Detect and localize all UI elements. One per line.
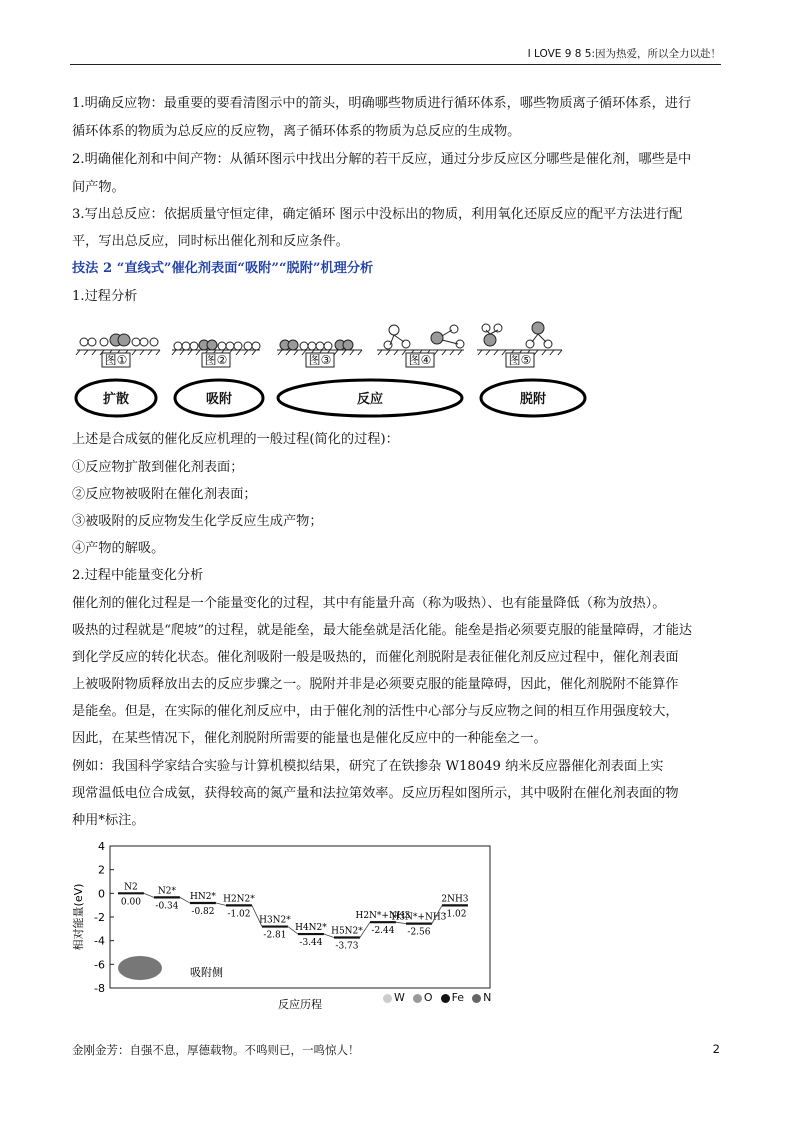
y-tick-label: 4	[98, 840, 105, 853]
paragraph-line: 1.明确反应物：最重要的要看清图示中的箭头，明确哪些物质进行循环体系，哪些物质离子循环体系，进行	[72, 96, 692, 111]
annotation-label: 吸附侧	[190, 966, 223, 979]
legend-marker	[472, 994, 481, 1003]
footer-motto: 金刚金芳：自强不息，厚德载物。不鸣则已，一鸣惊人！	[72, 1043, 360, 1057]
page-number: 2	[712, 1042, 720, 1056]
step-item: ④产物的解吸。	[72, 541, 165, 556]
paragraph-line: 平，写出总反应，同时标出催化剂和反应条件。	[72, 234, 349, 249]
state-label: N2*	[157, 886, 177, 897]
paragraph-line: 现常温低电位合成氨，获得较高的氮产量和法拉第效率。反应历程如图所示，其中吸附在催化剂表面的物	[72, 786, 679, 801]
panel-label: 图③	[308, 353, 332, 367]
stage-label: 反应	[356, 392, 384, 407]
paragraph-line: 到化学反应的转化状态。催化剂吸附一般是吸热的，而催化剂脱附是表征催化剂反应过程中，催化剂表面	[72, 650, 679, 665]
step-item: ①反应物扩散到催化剂表面；	[72, 460, 244, 475]
section-heading: 技法 2 “直线式”催化剂表面“吸附”“脱附”机理分析	[72, 261, 374, 276]
connector-line	[180, 897, 190, 903]
legend-label: N	[483, 991, 492, 1004]
paragraph-line: 种用*标注。	[72, 813, 145, 828]
value-label: -1.02	[443, 909, 467, 920]
paragraph-line: 是能垒。但是，在实际的催化剂反应中，由于催化剂的活性中心部分与反应物之间的相互作用强度较大，	[72, 704, 679, 719]
state-label: H3N2*	[259, 915, 291, 926]
legend-marker	[413, 994, 422, 1003]
stage-label: 吸附	[205, 392, 233, 407]
y-tick-label: -2	[94, 911, 105, 924]
panel-label: 图④	[408, 353, 432, 367]
value-label: -0.34	[155, 901, 179, 912]
process-figure	[72, 320, 592, 430]
legend-label: W	[394, 991, 405, 1004]
x-axis-label: 反应历程	[278, 998, 322, 1011]
paragraph-line: 循环体系的物质为总反应的反应物，离子循环体系的物质为总反应的生成物。	[72, 124, 521, 139]
value-label: -0.82	[191, 907, 215, 918]
panel-label: 图①	[104, 353, 128, 367]
value-label: -3.44	[299, 938, 323, 949]
paragraph-line: 吸热的过程就是“爬坡”的过程，就是能垒，最大能垒就是活化能。能垒是指必须要克服的能量障碍，才能达	[72, 623, 693, 638]
subheading: 2.过程中能量变化分析	[72, 568, 204, 583]
value-label: -1.02	[227, 909, 251, 920]
y-tick-label: 2	[98, 863, 105, 877]
y-tick-label: -6	[94, 958, 105, 972]
step-item: ②反应物被吸附在催化剂表面；	[72, 487, 257, 502]
catalyst-cluster-image	[118, 956, 162, 980]
value-label: -2.44	[371, 926, 395, 937]
state-label: H2N*+NH3	[355, 911, 411, 922]
y-axis-label: 相对能量(eV)	[72, 883, 85, 951]
surface-panel-4	[377, 325, 464, 355]
paragraph-line: 上述是合成氨的催化反应机理的一般过程(简化的过程)：	[72, 432, 399, 447]
paragraph-line: 上被吸附物质释放出去的反应步骤之一。脱附并非是必须要克服的能量障碍，因此，催化剂脱附不能算作	[72, 677, 679, 692]
value-label: -2.81	[263, 930, 287, 941]
surface-panel-5	[477, 322, 562, 355]
paragraph-line: 间产物。	[72, 180, 125, 195]
paragraph-line: 催化剂的催化过程是一个能量变化的过程，其中有能量升高（称为吸热）、也有能量降低（称为放热）。	[72, 596, 666, 611]
y-tick-label: -8	[94, 982, 105, 995]
state-label: H2N2*	[223, 894, 255, 905]
state-label: H3N*+NH3	[391, 912, 447, 923]
surface-panel-1	[76, 334, 160, 355]
legend-label: O	[423, 991, 433, 1004]
connector-line	[144, 893, 154, 897]
header-text: I LOVE 9 8 5:因为热爱，所以全力以赴！	[527, 48, 721, 60]
stage-label: 脱附	[519, 392, 547, 407]
state-label: HN2*	[189, 892, 216, 903]
state-label: H5N2*	[331, 926, 363, 937]
paragraph-line: 3.写出总反应：依据质量守恒定律，确定循环 图示中没标出的物质，利用氧化还原反应的配平方法进行配	[72, 207, 683, 222]
paragraph-line: 例如：我国科学家结合实验与计算机模拟结果，研究了在铁掺杂 W18049 纳米反应器催化剂表面上实	[72, 759, 664, 774]
panel-label: 图②	[204, 353, 228, 367]
state-label: 2NH3	[441, 894, 469, 905]
state-label: H4N2*	[295, 923, 327, 934]
legend-marker	[441, 994, 450, 1003]
step-item: ③被吸附的反应物发生化学反应生成产物；	[72, 514, 323, 529]
page-header	[70, 46, 721, 65]
legend-marker	[383, 994, 392, 1003]
chart-legend	[375, 991, 491, 1004]
value-label: -2.56	[407, 927, 431, 938]
value-label: -3.73	[335, 941, 359, 952]
subheading: 1.过程分析	[72, 289, 138, 304]
legend-label: Fe	[451, 991, 465, 1004]
y-tick-label: 0	[98, 887, 105, 901]
y-tick-label: -4	[94, 934, 105, 948]
panel-label: 图⑤	[508, 353, 532, 367]
stage-label: 扩散	[102, 392, 130, 407]
paragraph-line: 因此，在某些情况下，催化剂脱附所需要的能量也是催化反应中的一种能垒之一。	[72, 731, 547, 746]
state-label: N2	[124, 882, 138, 893]
paragraph-line: 2.明确催化剂和中间产物：从循环图示中找出分解的若干反应，通过分步反应区分哪些是催化剂，哪些是中	[72, 152, 692, 167]
value-label: 0.00	[120, 897, 141, 908]
